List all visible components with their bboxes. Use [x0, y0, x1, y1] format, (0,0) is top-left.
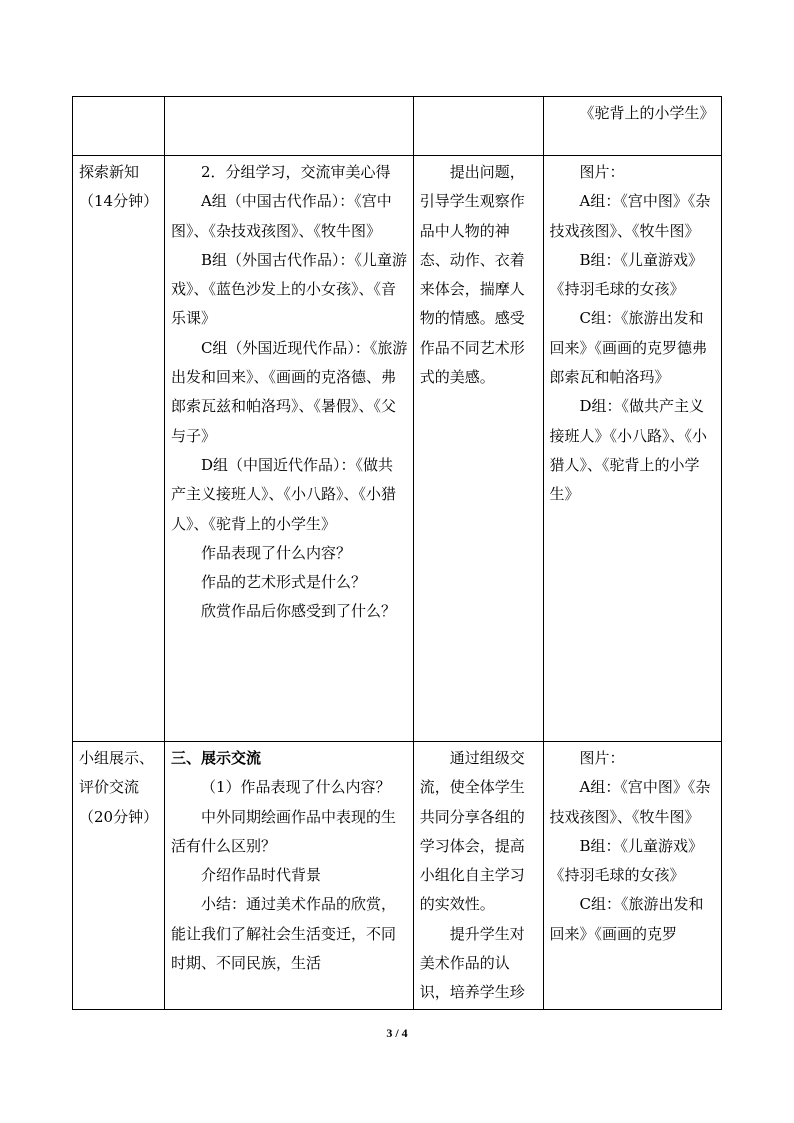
page-number: 3 / 4 — [386, 1026, 408, 1040]
section-heading: 三、展示交流 — [170, 749, 261, 767]
content-line: B组（外国古代作品）：《儿童游戏》、《蓝色沙发上的小女孩》、《音乐课》 — [170, 250, 407, 328]
resource-line: C组：《旅游出发和回来》《画画的克罗德弗郎索瓦和帕洛玛》 — [549, 309, 708, 387]
content-line: 作品的艺术形式是什么？ — [200, 573, 366, 592]
resource-line: B组：《儿童游戏》《持羽毛球的女孩》 — [549, 250, 704, 299]
stage-label: 探索新知（14分钟） — [79, 163, 159, 211]
content-cell — [164, 97, 413, 156]
teacher-line: 通过组级交流，使全体学生共同分享各组的学习体会，提高小组化自主学习的实效性。 — [419, 749, 525, 914]
teacher-line: 提出问题，引导学生观察作品中人物的神态、动作、衣着来体会，揣摩人物的情感。感受作品不同艺术形式的美感。 — [419, 163, 525, 387]
content-line: 中外同期绘画作品中表现的生活有什么区别？ — [170, 807, 396, 855]
content-line: 2．分组学习，交流审美心得 — [200, 163, 391, 181]
content-line: 欣赏作品后你感受到了什么？ — [200, 602, 396, 621]
teacher-activity-cell — [413, 742, 543, 1010]
content-line: 作品表现了什么内容？ — [200, 543, 351, 562]
content-line: A组（中国古代作品）：《宫中图》、《杂技戏孩图》、《牧牛图》 — [170, 192, 392, 240]
resource-line: A组：《宫中图》《杂技戏孩图》、《牧牛图》 — [549, 192, 711, 240]
content-line: C组（外国近现代作品）：《旅游出发和回来》、《画画的克洛德、弗郎索瓦兹和帕洛玛》、《暑假》、《父与子》 — [170, 338, 408, 445]
resource-line: B组：《儿童游戏》《持羽毛球的女孩》 — [549, 836, 704, 885]
content-line: （1）作品表现了什么内容？ — [200, 778, 391, 797]
resource-line: C组：《旅游出发和回来》《画画的克罗 — [549, 895, 704, 943]
content-cell — [164, 742, 413, 1010]
stage-cell — [73, 156, 165, 742]
resource-line: 《驼背上的小学生》 — [579, 104, 715, 122]
content-line: D组（中国近代作品）：《做共产主义接班人》、《小八路》、《小猎人》、《驼背上的小学生》 — [170, 455, 396, 533]
table-row — [73, 156, 722, 742]
resources-cell — [543, 97, 721, 156]
resource-line: 图片： — [579, 163, 625, 181]
content-line: 介绍作品时代背景 — [200, 866, 321, 885]
resource-line: 图片： — [579, 749, 625, 767]
resources-cell — [543, 742, 721, 1010]
lesson-plan-table — [72, 96, 722, 1010]
table-row — [73, 742, 722, 1010]
teacher-line: 提升学生对美术作品的认识，培养学生珍 — [419, 924, 525, 1002]
content-line: 小结：通过美术作品的欣赏，能让我们了解社会生活变迁，不同时期、不同民族，生活 — [170, 895, 396, 973]
stage-cell — [73, 742, 165, 1010]
resource-line: A组：《宫中图》《杂技戏孩图》、《牧牛图》 — [549, 778, 711, 826]
stage-label: 小组展示、评价交流（20分钟） — [79, 749, 159, 826]
resource-line: D组：《做共产主义接班人》《小八路》、《小猎人》、《驼背上的小学生》 — [549, 397, 708, 504]
table-row — [73, 97, 722, 156]
stage-cell — [73, 97, 165, 156]
resources-cell — [543, 156, 721, 742]
content-cell — [164, 156, 413, 742]
teacher-activity-cell — [413, 156, 543, 742]
teacher-activity-cell — [413, 97, 543, 156]
